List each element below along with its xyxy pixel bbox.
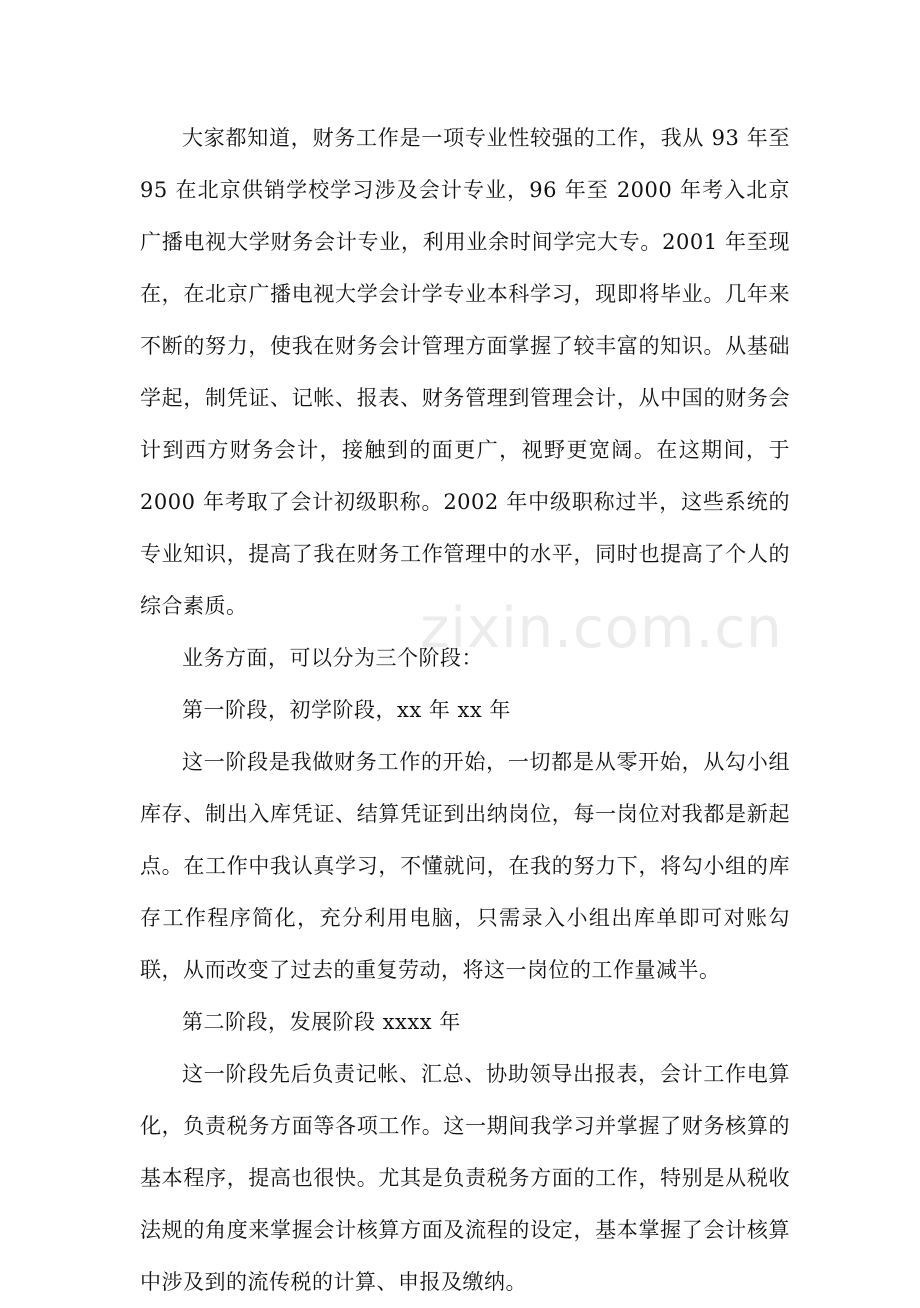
paragraph-business-intro: 业务方面，可以分为三个阶段：: [182, 646, 483, 670]
paragraph-stage-two: 这一阶段先后负责记帐、汇总、协助领导出报表，会计工作电算化，负责税务方面等各项工作。这一期间我学习并掌握了财务核算的基本程序，提高也很快。尤其是负责税务方面的工作，特别是从税收法规的角度来掌握会计核算方面及流程的设定，基本掌握了会计核算中涉及到的流传税的计算、申报及缴纳。: [140, 1062, 790, 1294]
heading-stage-two: 第二阶段，发展阶段 xxxx 年: [182, 1010, 461, 1034]
paragraph-stage-one: 这一阶段是我做财务工作的开始，一切都是从零开始，从勾小组库存、制出入库凭证、结算凭证到出纳岗位，每一岗位对我都是新起点。在工作中我认真学习，不懂就问，在我的努力下，将勾小组的库存工作程序简化，充分利用电脑，只需录入小组出库单即可对账勾联，从而改变了过去的重复劳动，将这一岗位的工作量减半。: [140, 750, 790, 982]
document-body: [140, 112, 790, 1308]
watermark: zixin.com.cn: [420, 596, 783, 661]
paragraph-education: 大家都知道，财务工作是一项专业性较强的工作，我从 93 年至 95 在北京供销学校学习涉及会计专业，96 年至 2000 年考入北京广播电视大学财务会计专业，利用业余时间学完大专。2001 年至现在，在北京广播电视大学会计学专业本科学习，现即将毕业。几年来不断的努力，使我在财务会计管理方面掌握了较丰富的知识。从基础学起，制凭证、记帐、报表、财务管理到管理会计，从中国的财务会计到西方财务会计，接触到的面更广，视野更宽阔。在这期间，于 2000 年考取了会计初级职称。2002 年中级职称过半，这些系统的专业知识，提高了我在财务工作管理中的水平，同时也提高了个人的综合素质。: [140, 126, 790, 618]
heading-stage-one: 第一阶段，初学阶段，xx 年 xx 年: [182, 698, 511, 722]
